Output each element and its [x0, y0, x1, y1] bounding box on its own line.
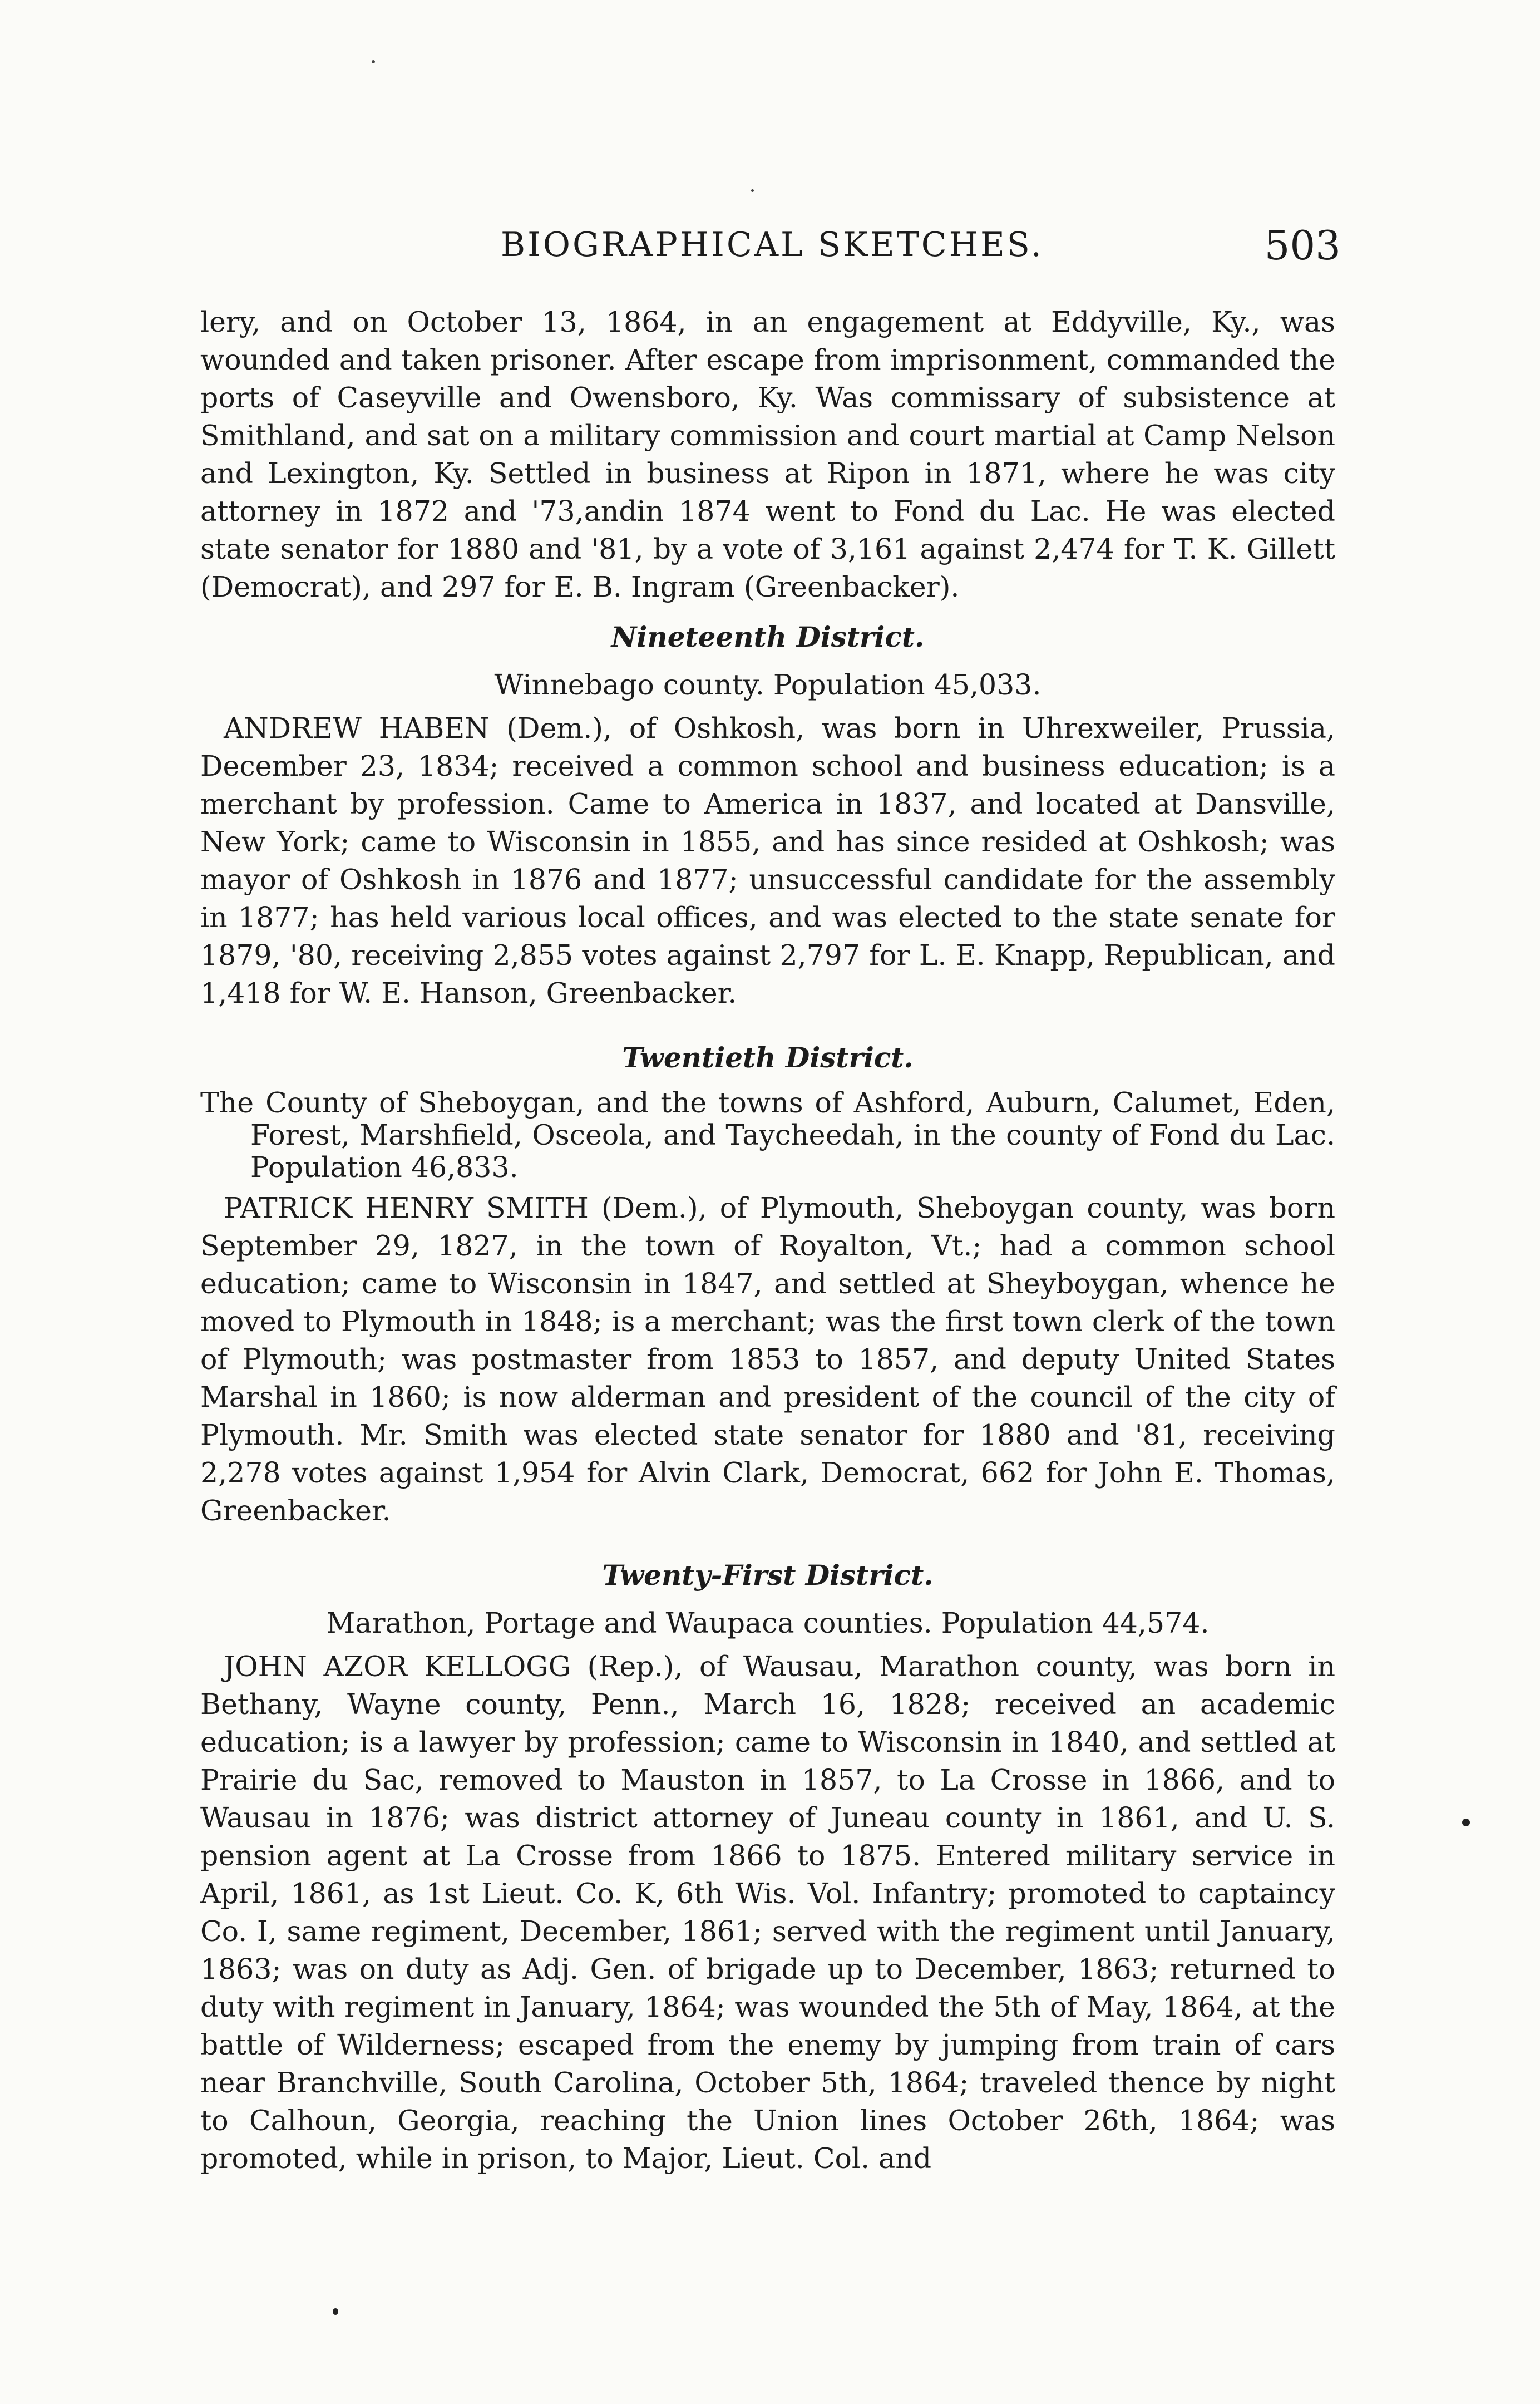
scan-speck: [751, 189, 754, 192]
running-head: BIOGRAPHICAL SKETCHES.: [501, 225, 1044, 264]
district-population: Marathon, Portage and Waupaca counties. Population 44,574.: [326, 1607, 1210, 1639]
district-heading: Twenty-First District.: [602, 1559, 934, 1592]
scan-speck: [1462, 1819, 1470, 1826]
scan-speck: [372, 60, 375, 63]
opening-paragraph: lery, and on October 13, 1864, in an engagement at Eddyville, Ky., was wounded and taken prisoner. After escape from imprisonment, commanded the ports of Caseyville and Owensboro, Ky. Was commissary of subsistence at Smithland, and sat on a military commission and court martial at Camp Nelson and Lexington, Ky. Settled in business at Ripon in 1871, where he was city attorney in 1872 and '73,andin 1874 went to Fond du Lac. He was elected state senator for 1880 and '81, by a vote of 3,161 against 2,474 for T. K. Gillett (Democrat), and 297 for E. B. Ingram (Greenbacker).: [200, 306, 1335, 603]
district-section-twenty-first: [200, 1556, 1335, 2178]
district-population: The County of Sheboygan, and the towns of Ashford, Auburn, Calumet, Eden, Forest, Marshfield, Osceola, and Taycheedah, in the county of Fond du Lac. Population 46,833.: [200, 1086, 1335, 1184]
district-section-nineteenth: [200, 618, 1335, 1012]
page-header: [200, 220, 1341, 275]
senator-biography: ANDREW HABEN (Dem.), of Oshkosh, was born in Uhrexweiler, Prussia, December 23, 1834; received a common school and business education; is a merchant by profession. Came to America in 1837, and located at Dansville, New York; came to Wisconsin in 1855, and has since resided at Oshkosh; was mayor of Oshkosh in 1876 and 1877; unsuccessful candidate for the assembly in 1877; has held various local offices, and was elected to the state senate for 1879, '80, receiving 2,855 votes against 2,797 for L. E. Knapp, Republican, and 1,418 for W. E. Hanson, Greenbacker.: [200, 712, 1335, 1009]
senator-biography: JOHN AZOR KELLOGG (Rep.), of Wausau, Marathon county, was born in Bethany, Wayne county, Penn., March 16, 1828; received an academic education; is a lawyer by profession; came to Wisconsin in 1840, and settled at Prairie du Sac, removed to Mauston in 1857, to La Crosse in 1866, and to Wausau in 1876; was district attorney of Juneau county in 1861, and U. S. pension agent at La Crosse from 1866 to 1875. Entered military service in April, 1861, as 1st Lieut. Co. K, 6th Wis. Vol. Infantry; promoted to captaincy Co. I, same regiment, December, 1861; served with the regiment until January, 1863; was on duty as Adj. Gen. of brigade up to December, 1863; returned to duty with regiment in January, 1864; was wounded the 5th of May, 1864, at the battle of Wilderness; escaped from the enemy by jumping from train of cars near Branchville, South Carolina, October 5th, 1864; traveled thence by night to Calhoun, Georgia, reaching the Union lines October 26th, 1864; was promoted, while in prison, to Major, Lieut. Col. and: [200, 1650, 1335, 2175]
district-heading: Nineteenth District.: [611, 620, 925, 653]
scan-speck: [333, 2308, 338, 2315]
page-number: 503: [1264, 222, 1341, 269]
district-heading: Twentieth District.: [622, 1041, 914, 1074]
document-page: [200, 220, 1341, 2178]
district-section-twentieth: [200, 1039, 1335, 1530]
senator-biography: PATRICK HENRY SMITH (Dem.), of Plymouth, Sheboygan county, was born September 29, 1827, in the town of Royalton, Vt.; had a common school education; came to Wisconsin in 1847, and settled at Sheyboygan, whence he moved to Plymouth in 1848; is a merchant; was the first town clerk of the town of Plymouth; was postmaster from 1853 to 1857, and deputy United States Marshal in 1860; is now alderman and president of the council of the city of Plymouth. Mr. Smith was elected state senator for 1880 and '81, receiving 2,278 votes against 1,954 for Alvin Clark, Democrat, 662 for John E. Thomas, Greenbacker.: [200, 1191, 1335, 1527]
district-population: Winnebago county. Population 45,033.: [494, 668, 1042, 701]
